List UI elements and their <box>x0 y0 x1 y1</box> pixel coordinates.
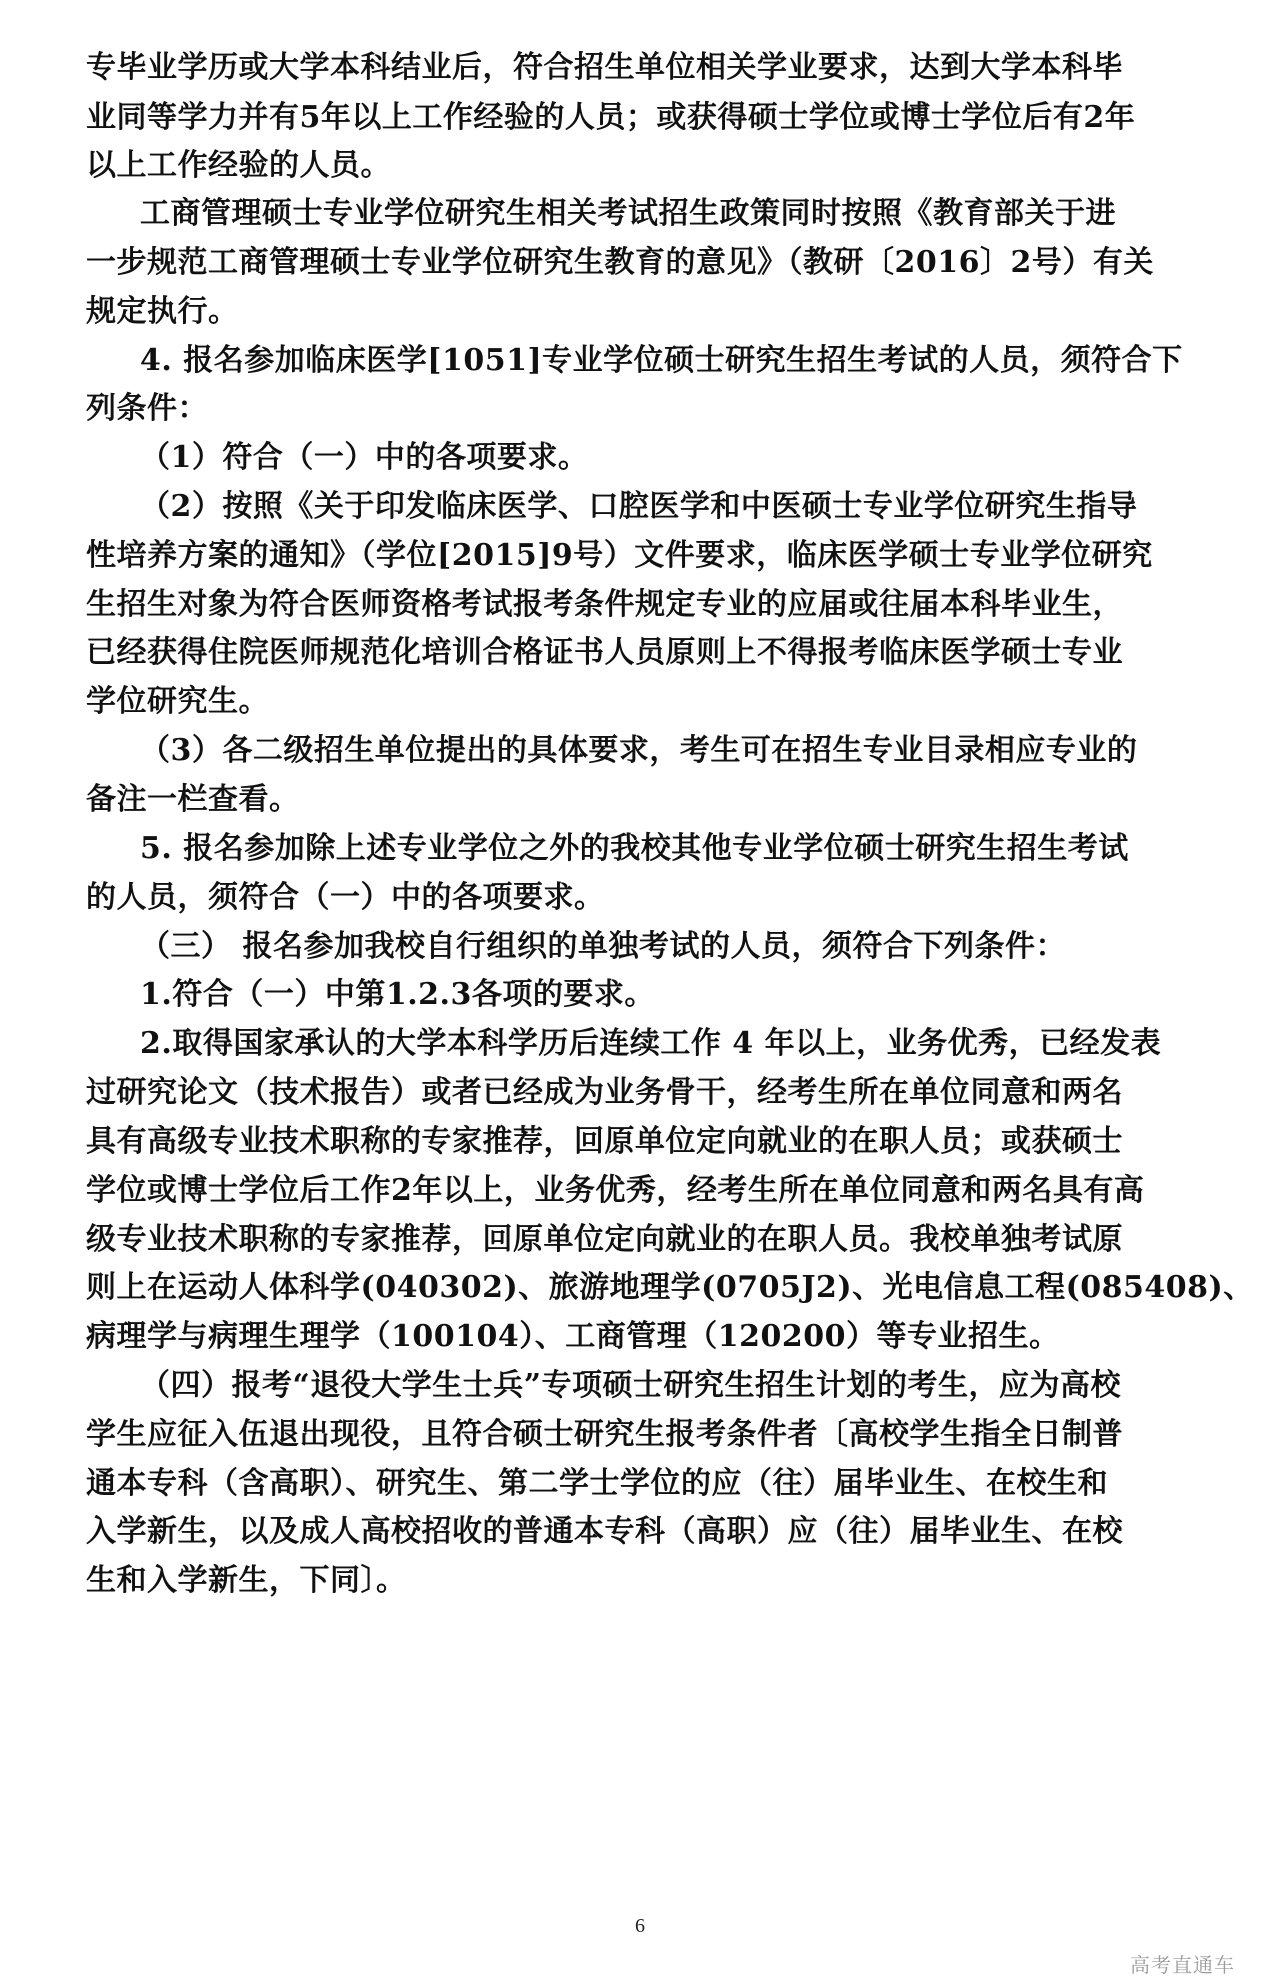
text-line: 过研究论文（技术报告）或者已经成为业务骨干，经考生所在单位同意和两名 <box>86 1075 1123 1110</box>
text-line: 级专业技术职称的专家推荐，回原单位定向就业的在职人员。我校单独考试原 <box>86 1222 1123 1257</box>
text-line: 生招生对象为符合医师资格考试报考条件规定专业的应届或往届本科毕业生， <box>86 587 1123 622</box>
text-line: 4. 报名参加临床医学[1051]专业学位硕士研究生招生考试的人员，须符合下 <box>140 343 1183 378</box>
watermark-text: 高考直通车 <box>1130 1953 1235 1977</box>
text-line: 工商管理硕士专业学位研究生相关考试招生政策同时按照《教育部关于进 <box>140 196 1116 231</box>
text-line: 通本专科（含高职）、研究生、第二学士学位的应（往）届毕业生、在校生和 <box>86 1466 1108 1501</box>
text-line: 学生应征入伍退出现役，且符合硕士研究生报考条件者〔高校学生指全日制普 <box>86 1417 1123 1452</box>
text-line: 具有高级专业技术职称的专家推荐，回原单位定向就业的在职人员；或获硕士 <box>86 1124 1123 1159</box>
text-line: 生和入学新生，下同〕。 <box>86 1563 407 1598</box>
text-line: （四）报考“退役大学生士兵”专项硕士研究生招生计划的考生，应为高校 <box>140 1368 1122 1403</box>
text-line: 病理学与病理生理学（100104）、工商管理（120200）等专业招生。 <box>86 1319 1060 1354</box>
text-line: 规定执行。 <box>86 294 239 329</box>
text-line: （1）符合（一）中的各项要求。 <box>140 440 589 475</box>
text-line: 性培养方案的通知》（学位[2015]9号）文件要求，临床医学硕士专业学位研究 <box>86 538 1153 573</box>
text-line: 专毕业学历或大学本科结业后，符合招生单位相关学业要求，达到大学本科毕 <box>86 50 1123 85</box>
text-line: 学位研究生。 <box>86 684 269 719</box>
text-line: 学位或博士学位后工作2年以上，业务优秀，经考生所在单位同意和两名具有高 <box>86 1173 1145 1208</box>
text-line: 一步规范工商管理硕士专业学位研究生教育的意见》（教研〔2016〕2号）有关 <box>86 245 1154 280</box>
text-line: 业同等学力并有5年以上工作经验的人员；或获得硕士学位或博士学位后有2年 <box>86 100 1136 135</box>
text-line: 1.符合（一）中第1.2.3各项的要求。 <box>140 977 655 1012</box>
text-line: （2）按照《关于印发临床医学、口腔医学和中医硕士专业学位研究生指导 <box>140 489 1138 524</box>
text-line: （三） 报名参加我校自行组织的单独考试的人员，须符合下列条件： <box>140 929 1066 964</box>
page-number: 6 <box>635 1915 645 1937</box>
text-line: 则上在运动人体科学(040302)、旅游地理学(0705J2)、光电信息工程(085408)、 <box>86 1270 1254 1305</box>
text-line: 入学新生，以及成人高校招收的普通本专科（高职）应（往）届毕业生、在校 <box>86 1514 1123 1549</box>
text-line: （3）各二级招生单位提出的具体要求，考生可在招生专业目录相应专业的 <box>140 733 1138 768</box>
text-line: 以上工作经验的人员。 <box>86 148 391 183</box>
text-line: 已经获得住院医师规范化培训合格证书人员原则上不得报考临床医学硕士专业 <box>86 635 1123 670</box>
text-line: 备注一栏查看。 <box>86 782 300 817</box>
text-line: 2.取得国家承认的大学本科学历后连续工作 4 年以上，业务优秀，已经发表 <box>140 1026 1162 1061</box>
text-line: 5. 报名参加除上述专业学位之外的我校其他专业学位硕士研究生招生考试 <box>140 831 1129 866</box>
text-line: 的人员，须符合（一）中的各项要求。 <box>86 880 605 915</box>
text-line: 列条件： <box>86 391 208 426</box>
